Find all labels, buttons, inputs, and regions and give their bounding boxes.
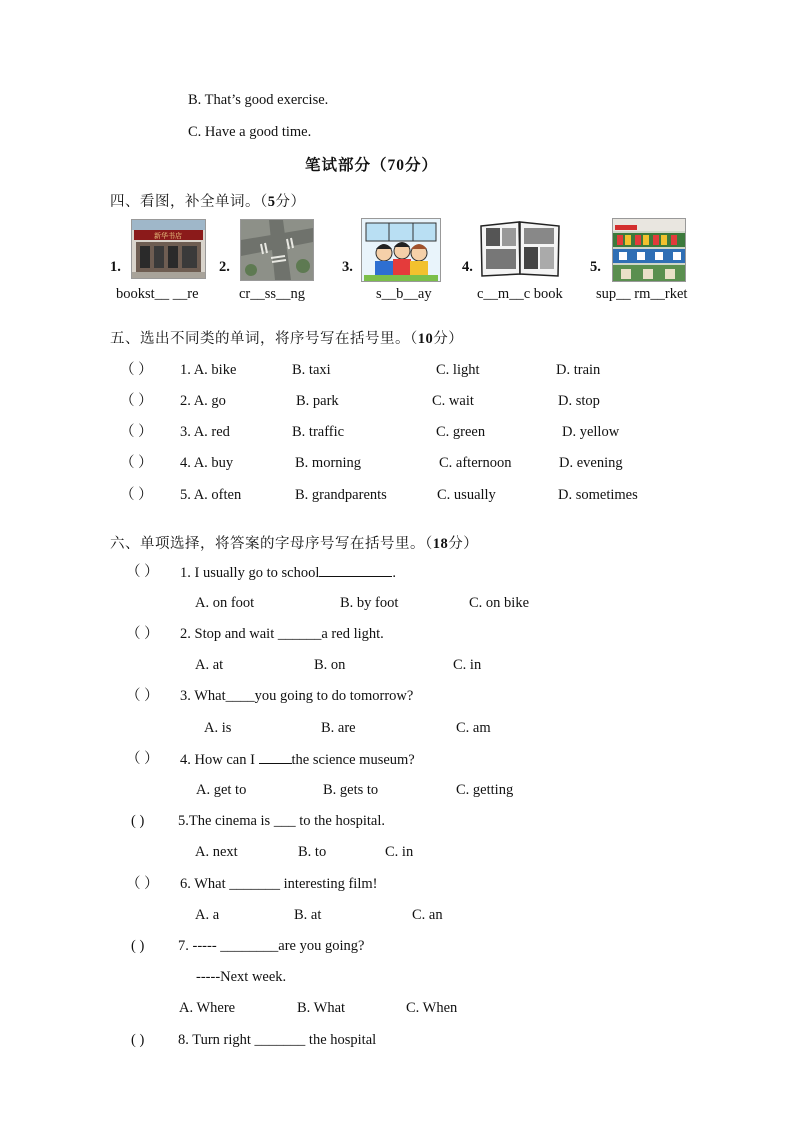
fill-word-2: cr__ss__ng: [239, 286, 306, 302]
question-3: 3. What____you going to do tomorrow?: [180, 688, 414, 704]
option-a: A. get to: [196, 782, 247, 798]
comic-book-drawing-icon: [479, 218, 561, 280]
option-a: A. Where: [179, 1000, 236, 1016]
option-d: D. sometimes: [558, 487, 638, 503]
item-number: 1.: [110, 259, 121, 275]
option-b: B. grandparents: [295, 487, 387, 503]
question-4: 4. How can I the science museum?: [180, 752, 415, 768]
svg-text:新华书店: 新华书店: [154, 232, 182, 240]
option-a: A. is: [204, 720, 232, 736]
answer-paren[interactable]: ( ): [131, 938, 145, 954]
option-a: A. a: [195, 907, 220, 923]
question-2: 2. Stop and wait ______a red light.: [180, 626, 384, 642]
answer-blank[interactable]: [259, 750, 292, 764]
option-b: B. by foot: [340, 595, 399, 611]
question-6: 6. What _______ interesting film!: [180, 876, 378, 892]
question-1: 1. I usually go to school .: [180, 565, 396, 581]
fill-word-5: sup__ rm__rket: [596, 286, 688, 302]
answer-paren[interactable]: （ ）: [126, 751, 159, 767]
section6-heading: 六、单项选择，将答案的字母序号写在括号里。（18分）: [110, 536, 479, 552]
option-c: C. am: [456, 720, 491, 736]
crossing-photo-icon: [240, 219, 314, 281]
answer-paren[interactable]: （ ）: [120, 393, 153, 409]
answer-blank[interactable]: [319, 563, 392, 577]
question-8: 8. Turn right _______ the hospital: [178, 1032, 377, 1048]
option-d: D. yellow: [562, 424, 620, 440]
option-b: B. What: [297, 1000, 346, 1016]
option-a: 3. A. red: [180, 424, 230, 440]
section4-heading: 四、看图，补全单词。（5分）: [110, 194, 306, 210]
section5-heading: 五、选出不同类的单词，将序号写在括号里。（10分）: [110, 331, 464, 347]
option-a: A. next: [195, 844, 238, 860]
answer-paren[interactable]: （ ）: [126, 876, 159, 892]
answer-paren[interactable]: （ ）: [126, 564, 159, 580]
option-a: 2. A. go: [180, 393, 226, 409]
option-c: C. light: [436, 362, 480, 378]
written-part-title: 笔试部分（70分）: [305, 157, 439, 174]
option-b: B. taxi: [292, 362, 331, 378]
option-a: 1. A. bike: [180, 362, 237, 378]
option-d: D. evening: [559, 455, 623, 471]
option-a: 4. A. buy: [180, 455, 234, 471]
answer-paren[interactable]: ( ): [131, 813, 145, 829]
subway-cartoon-icon: [361, 218, 441, 282]
answer-paren[interactable]: （ ）: [120, 487, 153, 503]
item-number: 5.: [590, 259, 601, 275]
prev-option-c: C. Have a good time.: [188, 124, 312, 140]
item-number: 2.: [219, 259, 230, 275]
option-d: D. train: [556, 362, 601, 378]
option-c: C. afternoon: [439, 455, 512, 471]
option-c: C. green: [436, 424, 486, 440]
item-number: 3.: [342, 259, 353, 275]
option-a: A. at: [195, 657, 224, 673]
prev-option-b: B. That’s good exercise.: [188, 92, 329, 108]
option-c: C. on bike: [469, 595, 530, 611]
bookstore-photo-icon: [131, 219, 206, 279]
option-b: B. morning: [295, 455, 362, 471]
item-number: 4.: [462, 259, 473, 275]
option-c: C. When: [406, 1000, 458, 1016]
answer-paren[interactable]: （ ）: [126, 688, 159, 704]
answer-paren[interactable]: （ ）: [120, 424, 153, 440]
question-7: 7. ----- ________are you going?: [178, 938, 365, 954]
answer-paren[interactable]: ( ): [131, 1032, 145, 1048]
answer-paren[interactable]: （ ）: [126, 626, 159, 642]
question-7-reply: -----Next week.: [196, 969, 287, 985]
option-b: B. to: [298, 844, 327, 860]
fill-word-4: c__m__c book: [477, 286, 563, 302]
option-d: D. stop: [558, 393, 600, 409]
fill-word-3: s__b__ay: [376, 286, 432, 302]
option-b: B. traffic: [292, 424, 345, 440]
option-c: C. usually: [437, 487, 496, 503]
option-a: A. on foot: [195, 595, 255, 611]
supermarket-photo-icon: [612, 218, 686, 282]
option-b: B. gets to: [323, 782, 379, 798]
fill-word-1: bookst__ __re: [116, 286, 199, 302]
option-c: C. in: [385, 844, 414, 860]
option-a: 5. A. often: [180, 487, 242, 503]
option-b: B. on: [314, 657, 346, 673]
option-b: B. park: [296, 393, 339, 409]
option-c: C. wait: [432, 393, 474, 409]
option-b: B. at: [294, 907, 322, 923]
question-5: 5.The cinema is ___ to the hospital.: [178, 813, 385, 829]
answer-paren[interactable]: （ ）: [120, 362, 153, 378]
option-c: C. in: [453, 657, 482, 673]
option-c: C. getting: [456, 782, 514, 798]
answer-paren[interactable]: （ ）: [120, 455, 153, 471]
option-b: B. are: [321, 720, 356, 736]
option-c: C. an: [412, 907, 443, 923]
